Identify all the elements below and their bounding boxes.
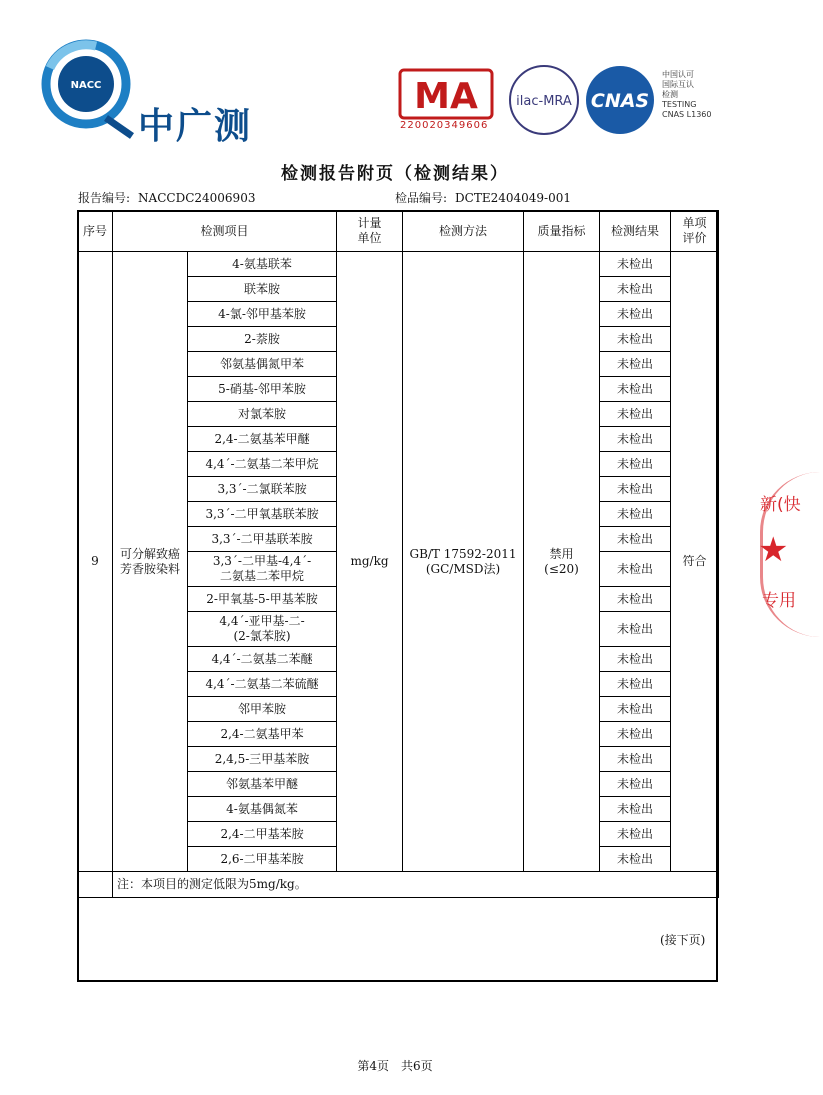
group-evaluation: 符合 — [671, 252, 719, 872]
note-row — [78, 872, 719, 898]
test-result: 未检出 — [600, 747, 671, 772]
test-item: 2,4,5-三甲基苯胺 — [188, 747, 337, 772]
test-result: 未检出 — [600, 502, 671, 527]
header-limit: 质量指标 — [524, 211, 600, 252]
star-icon: ★ — [758, 530, 789, 570]
test-item: 邻氨基苯甲醚 — [188, 772, 337, 797]
test-item: 对氯苯胺 — [188, 402, 337, 427]
page-footer — [0, 1057, 790, 1074]
test-item: 3,3´-二甲基联苯胺 — [188, 527, 337, 552]
test-result: 未检出 — [600, 697, 671, 722]
test-item: 邻甲苯胺 — [188, 697, 337, 722]
test-result: 未检出 — [600, 427, 671, 452]
stamp-text-top: 新(快 — [760, 495, 801, 515]
test-result: 未检出 — [600, 587, 671, 612]
test-result: 未检出 — [600, 847, 671, 872]
sample-number: 检品编号: DCTE2404049-001 — [395, 191, 572, 205]
company-logo — [36, 38, 336, 148]
header-evaluation: 单项 评价 — [671, 211, 719, 252]
test-item: 2,6-二甲基苯胺 — [188, 847, 337, 872]
cnas-mark: CNAS — [590, 90, 650, 112]
continued-note: (接下页) — [660, 933, 706, 947]
report-number: 报告编号: NACCDC24006903 — [78, 191, 256, 205]
test-result: 未检出 — [600, 402, 671, 427]
header-unit: 计量 单位 — [337, 211, 403, 252]
test-item: 3,3´-二甲基-4,4´- 二氨基二苯甲烷 — [188, 552, 337, 587]
test-result: 未检出 — [600, 327, 671, 352]
test-item: 4,4´-二氨基二苯硫醚 — [188, 672, 337, 697]
page-title: 检测报告附页（检测结果） — [281, 164, 509, 184]
test-result: 未检出 — [600, 647, 671, 672]
test-result: 未检出 — [600, 552, 671, 587]
test-item: 4,4´-亚甲基-二- (2-氯苯胺) — [188, 612, 337, 647]
header-seq: 序号 — [78, 211, 113, 252]
test-result: 未检出 — [600, 352, 671, 377]
test-item: 4-氯-邻甲基苯胺 — [188, 302, 337, 327]
test-item: 2,4-二氨基苯甲醚 — [188, 427, 337, 452]
test-result: 未检出 — [600, 672, 671, 697]
test-result: 未检出 — [600, 252, 671, 277]
test-item: 联苯胺 — [188, 277, 337, 302]
group-seq: 9 — [78, 252, 113, 872]
ilac-mark: ilac-MRA — [516, 94, 572, 109]
table-header-row — [78, 211, 719, 252]
test-result: 未检出 — [600, 377, 671, 402]
cma-code: 220020349606 — [400, 120, 489, 131]
test-result: 未检出 — [600, 302, 671, 327]
test-result: 未检出 — [600, 612, 671, 647]
nacc-badge-text: NACC — [70, 80, 102, 91]
note-text: 注：本项目的测定低限为5mg/kg。 — [113, 872, 719, 898]
test-result: 未检出 — [600, 772, 671, 797]
table-row — [78, 252, 719, 277]
test-item: 2-萘胺 — [188, 327, 337, 352]
group-unit: mg/kg — [337, 252, 403, 872]
test-result: 未检出 — [600, 452, 671, 477]
test-result: 未检出 — [600, 277, 671, 302]
test-item: 4-氨基偶氮苯 — [188, 797, 337, 822]
test-item: 4,4´-二氨基二苯醚 — [188, 647, 337, 672]
header-result: 检测结果 — [600, 211, 671, 252]
test-result: 未检出 — [600, 477, 671, 502]
group-method: GB/T 17592-2011 (GC/MSD法) — [403, 252, 524, 872]
test-item: 2,4-二氨基甲苯 — [188, 722, 337, 747]
header-item: 检测项目 — [113, 211, 337, 252]
test-item: 3,3´-二甲氧基联苯胺 — [188, 502, 337, 527]
certification-logos — [396, 62, 716, 142]
page-total: 共6页 — [401, 1059, 433, 1073]
brand-name: 中广测 — [138, 106, 253, 147]
test-result: 未检出 — [600, 797, 671, 822]
group-limit: 禁用 (≤20) — [524, 252, 600, 872]
stamp-text-bottom: 专用 — [762, 591, 796, 611]
seal-stamp — [752, 472, 822, 642]
test-result: 未检出 — [600, 822, 671, 847]
header-method: 检测方法 — [403, 211, 524, 252]
test-result: 未检出 — [600, 527, 671, 552]
test-item: 4,4´-二氨基二苯甲烷 — [188, 452, 337, 477]
test-item: 邻氨基偶氮甲苯 — [188, 352, 337, 377]
page-number: 第4页 — [357, 1059, 389, 1073]
test-item: 4-氨基联苯 — [188, 252, 337, 277]
test-item: 5-硝基-邻甲苯胺 — [188, 377, 337, 402]
test-item: 2,4-二甲基苯胺 — [188, 822, 337, 847]
group-category: 可分解致癌 芳香胺染料 — [113, 252, 188, 872]
test-item: 3,3´-二氯联苯胺 — [188, 477, 337, 502]
results-table — [77, 210, 719, 898]
cma-mark: MA — [414, 76, 478, 117]
nacc-ring-icon — [36, 38, 146, 138]
test-result: 未检出 — [600, 722, 671, 747]
test-item: 2-甲氧基-5-甲基苯胺 — [188, 587, 337, 612]
cnas-info: 中国认可 国际互认 检测 TESTING CNAS L1360 — [662, 70, 712, 119]
